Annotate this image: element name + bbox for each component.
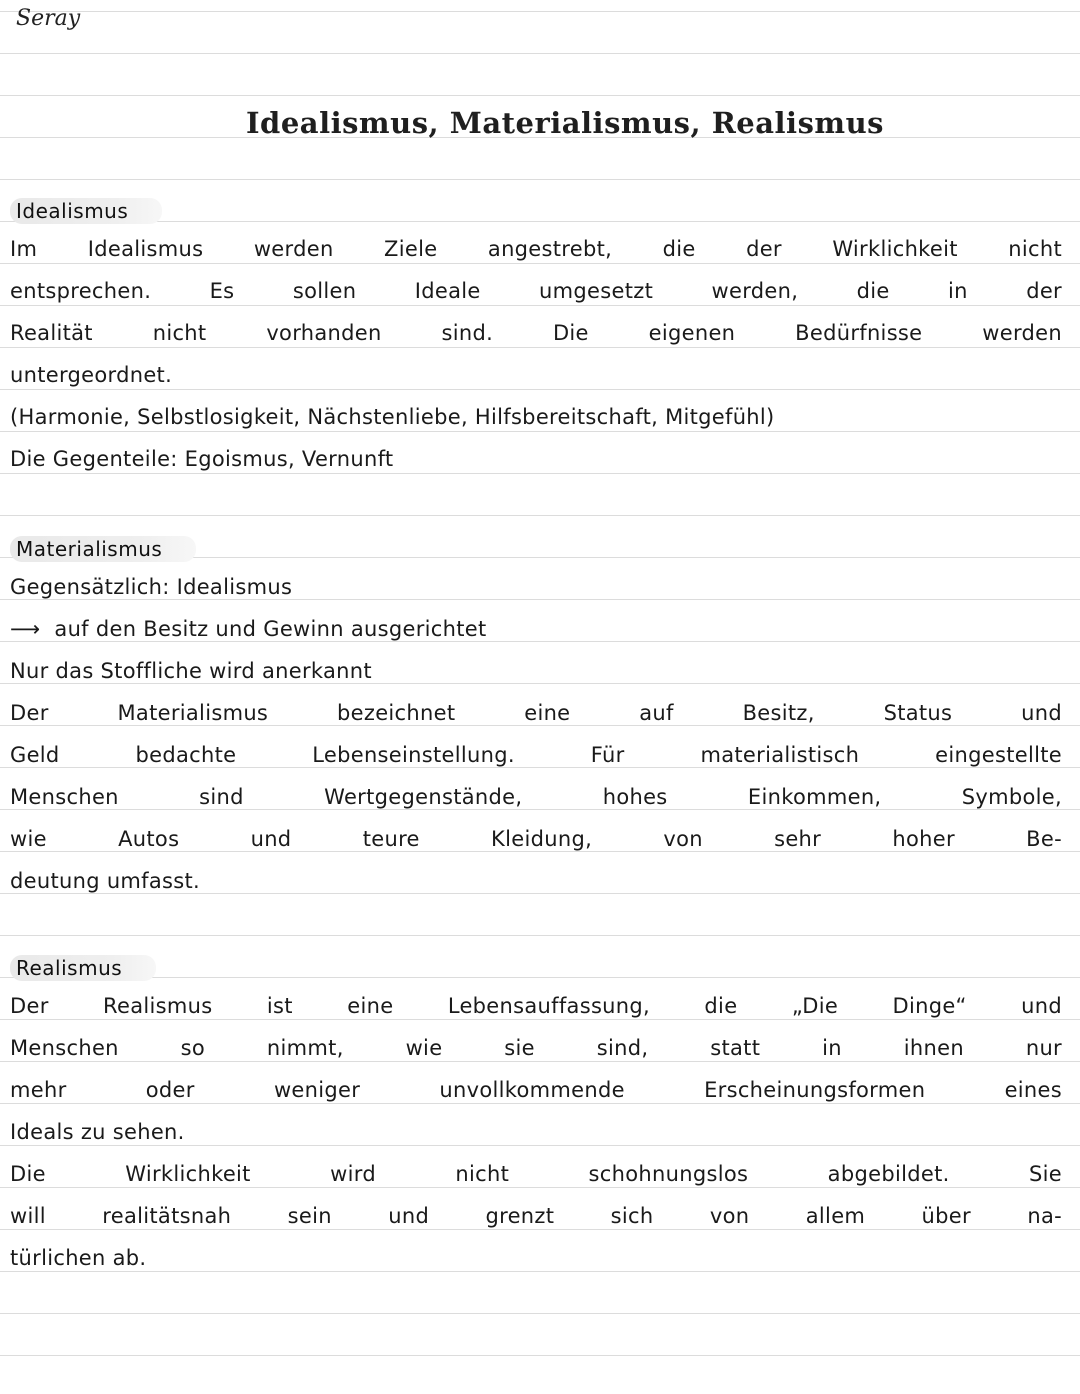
text-line: Der Materialismus bezeichnet eine auf Besitz, Status und (10, 701, 1062, 725)
text-line: (Harmonie, Selbstlosigkeit, Nächstenliebe, Hilfsbereitschaft, Mitgefühl) (10, 405, 775, 429)
text-line: entsprechen. Es sollen Ideale umgesetzt werden, die in der (10, 279, 1062, 303)
text-line: Die Wirklichkeit wird nicht schohnungslos abgebildet. Sie (10, 1162, 1062, 1186)
author-name: Seray (16, 6, 81, 31)
section-heading: Materialismus (10, 536, 196, 562)
text-line: Geld bedachte Lebenseinstellung. Für materialistisch eingestellte (10, 743, 1062, 767)
section-heading: Idealismus (10, 198, 162, 224)
text-line: Nur das Stoffliche wird anerkannt (10, 659, 372, 683)
text-line (10, 608, 1062, 650)
text-line: Realität nicht vorhanden sind. Die eigenen Bedürfnisse werden (10, 321, 1062, 345)
section-idealismus (10, 198, 1062, 480)
text-line: Menschen so nimmt, wie sie sind, statt in ihnen nur (10, 1036, 1062, 1060)
page-title: Idealismus, Materialismus, Realismus (245, 106, 884, 140)
text-line: untergeordnet. (10, 363, 173, 387)
text-line: Ideals zu sehen. (10, 1120, 185, 1144)
text-line: Im Idealismus werden Ziele angestrebt, die der Wirklichkeit nicht (10, 237, 1062, 261)
text-line-content: auf den Besitz und Gewinn ausgerichtet (54, 617, 487, 641)
section-realismus (10, 955, 1062, 1279)
arrow-right-icon: ⟶ (10, 617, 41, 641)
text-line: türlichen ab. (10, 1246, 147, 1270)
section-heading: Realismus (10, 955, 156, 981)
text-line: Die Gegenteile: Egoismus, Vernunft (10, 447, 394, 471)
text-line: Menschen sind Wertgegenstände, hohes Einkommen, Symbole, (10, 785, 1062, 809)
text-line: Der Realismus ist eine Lebensauffassung, die „Die Dinge“ und (10, 994, 1062, 1018)
text-line: will realitätsnah sein und grenzt sich von allem über na- (10, 1204, 1062, 1228)
text-line: mehr oder weniger unvollkommende Erscheinungsformen eines (10, 1078, 1062, 1102)
text-line: Gegensätzlich: Idealismus (10, 575, 293, 599)
text-line: wie Autos und teure Kleidung, von sehr hoher Be- (10, 827, 1062, 851)
section-materialismus (10, 536, 1062, 902)
text-line: deutung umfasst. (10, 869, 201, 893)
